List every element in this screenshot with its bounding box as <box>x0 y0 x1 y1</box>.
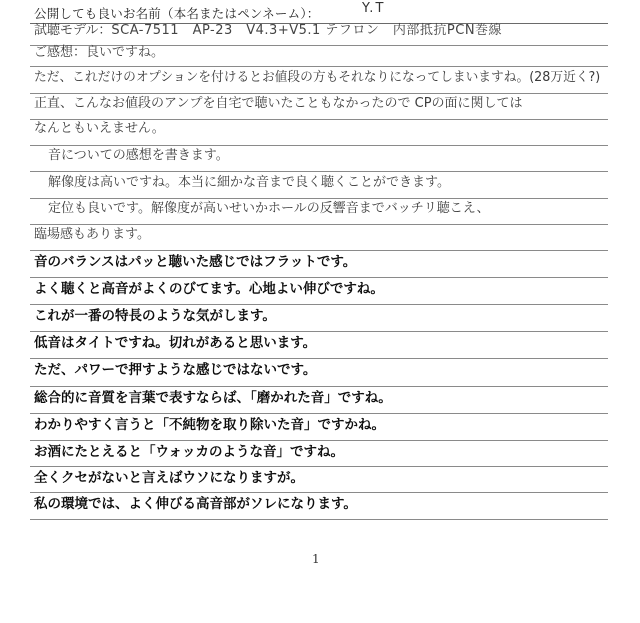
model-line <box>34 23 502 39</box>
rule-line <box>30 386 608 387</box>
handwritten-line: 私の環境では、よく伸びる高音部がソレになります。 <box>34 496 357 512</box>
handwritten-line: ただ、これだけのオプションを付けるとお値段の方もそれなりになってしまいますね。(28万近く?) <box>34 70 601 85</box>
handwritten-line: 全くクセがないと言えばウソになりますが。 <box>34 470 304 486</box>
rule-line <box>30 304 608 305</box>
rule-line <box>30 466 608 467</box>
name-value: Y.T <box>362 1 386 16</box>
impressions-line <box>34 45 164 61</box>
rule-line <box>30 119 608 120</box>
rule-line <box>30 440 608 441</box>
rule-line <box>30 331 608 332</box>
handwritten-line: 臨場感もあります。 <box>34 227 150 242</box>
rule-line <box>30 66 608 67</box>
rule-line <box>30 250 608 251</box>
handwritten-line: これが一番の特長のような気がします。 <box>34 308 276 324</box>
rule-line <box>30 358 608 359</box>
impressions-first: 良いですね。 <box>86 45 165 60</box>
handwritten-line: なんともいえません。 <box>34 121 165 136</box>
handwritten-line: 総合的に音質を言葉で表すならば、「磨かれた音」ですね。 <box>34 390 392 406</box>
handwritten-line: よく聴くと高音がよくのびてます。心地よい伸びですね。 <box>34 281 384 297</box>
handwritten-line: 解像度は高いですね。本当に細かな音まで良く聴くことができます。 <box>48 175 450 190</box>
handwritten-line: お酒にたとえると「ウォッカのような音」ですね。 <box>34 444 344 460</box>
page-number: 1 <box>312 552 320 566</box>
rule-line <box>30 224 608 225</box>
rule-line <box>30 198 608 199</box>
rule-line <box>30 413 608 414</box>
handwritten-line: 正直、こんなお値段のアンプを自宅で聴いたこともなかったので CPの面に関しては <box>34 96 523 111</box>
rule-line <box>30 519 608 520</box>
model-value: SCA-7511 AP-23 V4.3+V5.1 テフロン 内部抵抗PCN巻線 <box>111 23 503 38</box>
rule-line <box>30 171 608 172</box>
handwritten-line: ただ、パワーで押すような感じではないです。 <box>34 362 317 378</box>
handwritten-line: 低音はタイトですね。切れがあると思います。 <box>34 335 317 351</box>
handwritten-line: わかりやすく言うと「不純物を取り除いた音」ですかね。 <box>34 417 385 433</box>
model-label: 試聴モデル： <box>34 23 112 38</box>
handwritten-line: 音についての感想を書きます。 <box>48 148 229 163</box>
handwritten-line: 定位も良いです。解像度が高いせいかホールの反響音までバッチリ聴こえ、 <box>48 201 490 216</box>
rule-line <box>30 93 608 94</box>
impressions-label: ご感想： <box>34 45 87 60</box>
rule-line <box>30 492 608 493</box>
handwritten-line: 音のバランスはパッと聴いた感じではフラットです。 <box>34 254 357 270</box>
rule-line <box>30 277 608 278</box>
name-label: 公開しても良いお名前（本名またはペンネーム）： <box>34 6 320 21</box>
rule-line <box>30 145 608 146</box>
